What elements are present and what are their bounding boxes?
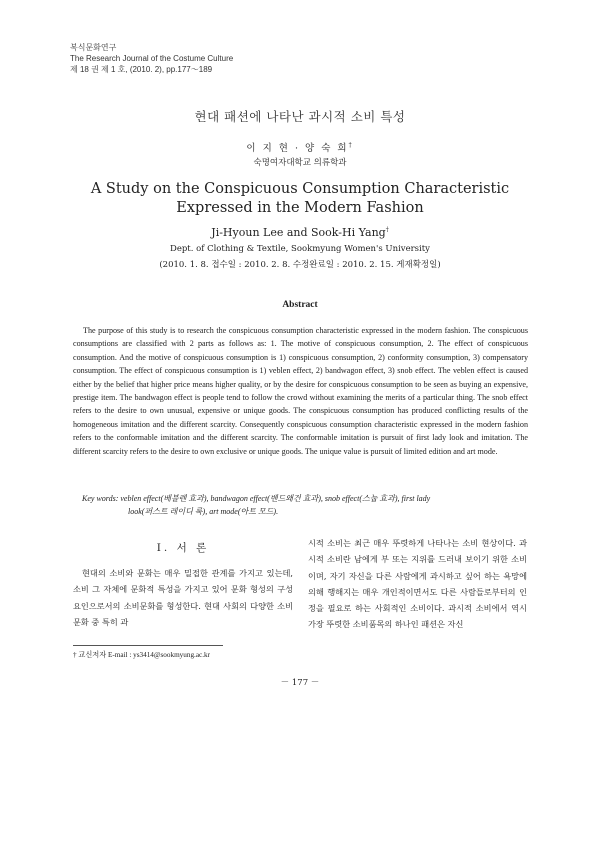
english-author-names: Ji-Hyoun Lee and Sook-Hi Yang <box>211 226 386 239</box>
keywords-line-1: Key words: veblen effect(베블렌 효과), bandwagon effect(밴드왜건 효과), snob effect(스눕 효과), first lady <box>82 494 431 503</box>
english-corresponding-author-mark: † <box>385 226 389 234</box>
keywords-line-2: look(퍼스트 레이디 룩), art mode(아트 모드). <box>128 507 279 516</box>
keywords <box>82 492 522 518</box>
abstract-body: The purpose of this study is to research the conspicuous consumption characteristic expressed in the modern fashion. The conspicuous consumptions are classified with 2 parts as follows as: 1. The motive of conspicuous consumption, 2. The effect of conspicuous consumption. And the motive of conspicuous consumption is 1) conspicuous consumption, 2) conformity consumption, 3) compensatory consumption. The effect of conspicuous consumption is 1) veblen effect, 2) bandwagon effect, 3) snob effect. The veblen effect is caused either by the belief that higher price means higher quality, or by the desire for conspicuous consumption to be seen as buying an expensive, prestige item. The bandwagon effect is people tend to follow the crowd without examining the merits of a particular thing. The snob effect refers to the desire to own unusual, expensive or unique goods. The conspicuous consumption has produced conflicting results of the homogeneous imitation and the different scarcity. Consequently conspicuous consumption characteristic expressed in the modern fashion refers to the conformable imitation and the different scarcity. The conformable imitation is pursuit of first lady look and imitation. The different scarcity refers to the desire to own exclusive or unique goods. The unique value is pursuit of limited edition and art mode. <box>73 326 528 456</box>
english-affiliation: Dept. of Clothing & Textile, Sookmyung Women's University <box>170 244 430 254</box>
left-column <box>73 540 293 630</box>
footnote-divider <box>73 645 223 646</box>
korean-authors <box>0 140 600 154</box>
korean-author-names: 이 지 현 · 양 숙 희 <box>246 143 349 154</box>
korean-affiliation: 숙명여자대학교 의류학과 <box>253 158 347 168</box>
english-title <box>60 180 540 218</box>
abstract-heading: Abstract <box>282 300 318 310</box>
right-column-paragraph: 시적 소비는 최근 매우 뚜렷하게 나타나는 소비 현상이다. 과시적 소비란 남에게 부 또는 지위를 드러내 보이기 위한 소비이며, 자기 자신을 다른 사람에게 과시하고 싶어 하는 욕망에 의해 행해지는 매우 개인적이면서도 다른 사람들로부터의 인정을 필요로 하는 사회적인 소비이다. 과시적 소비에서 역시 가장 뚜렷한 소비품목의 하나인 패션은 자신 <box>308 538 527 630</box>
section-heading-introduction: Ⅰ. 서 론 <box>156 542 210 554</box>
journal-volume-info: 제 18 권 제 1 호, (2010. 2), pp.177～189 <box>70 65 213 74</box>
english-title-line-1: A Study on the Conspicuous Consumption Characteristic <box>90 181 510 197</box>
english-authors <box>0 226 600 239</box>
korean-title: 현대 패션에 나타난 과시적 소비 특성 <box>194 109 406 124</box>
right-column <box>308 535 527 633</box>
journal-english-name: The Research Journal of the Costume Culture <box>70 54 234 63</box>
left-column-paragraph: 현대의 소비와 문화는 매우 밀접한 관계를 가지고 있는데, 소비 그 자체에 문화적 특성을 가지고 있어 문화 형성의 구성요인으로서의 소비문화를 형성한다. 현대 사회의 다양한 소비문화 중 특히 과 <box>73 568 293 627</box>
submission-dates: (2010. 1. 8. 접수일 : 2010. 2. 8. 수정완료일 : 2010. 2. 15. 게재확정일) <box>159 260 441 270</box>
page-number: － 177 － <box>280 678 320 688</box>
journal-korean-name: 복식문화연구 <box>70 43 117 52</box>
footnote: † 교신저자 E-mail : ys3414@sookmyung.ac.kr <box>73 651 210 659</box>
corresponding-author-mark: † <box>348 141 354 149</box>
english-title-line-2: Expressed in the Modern Fashion <box>176 200 424 216</box>
journal-header <box>70 42 470 75</box>
